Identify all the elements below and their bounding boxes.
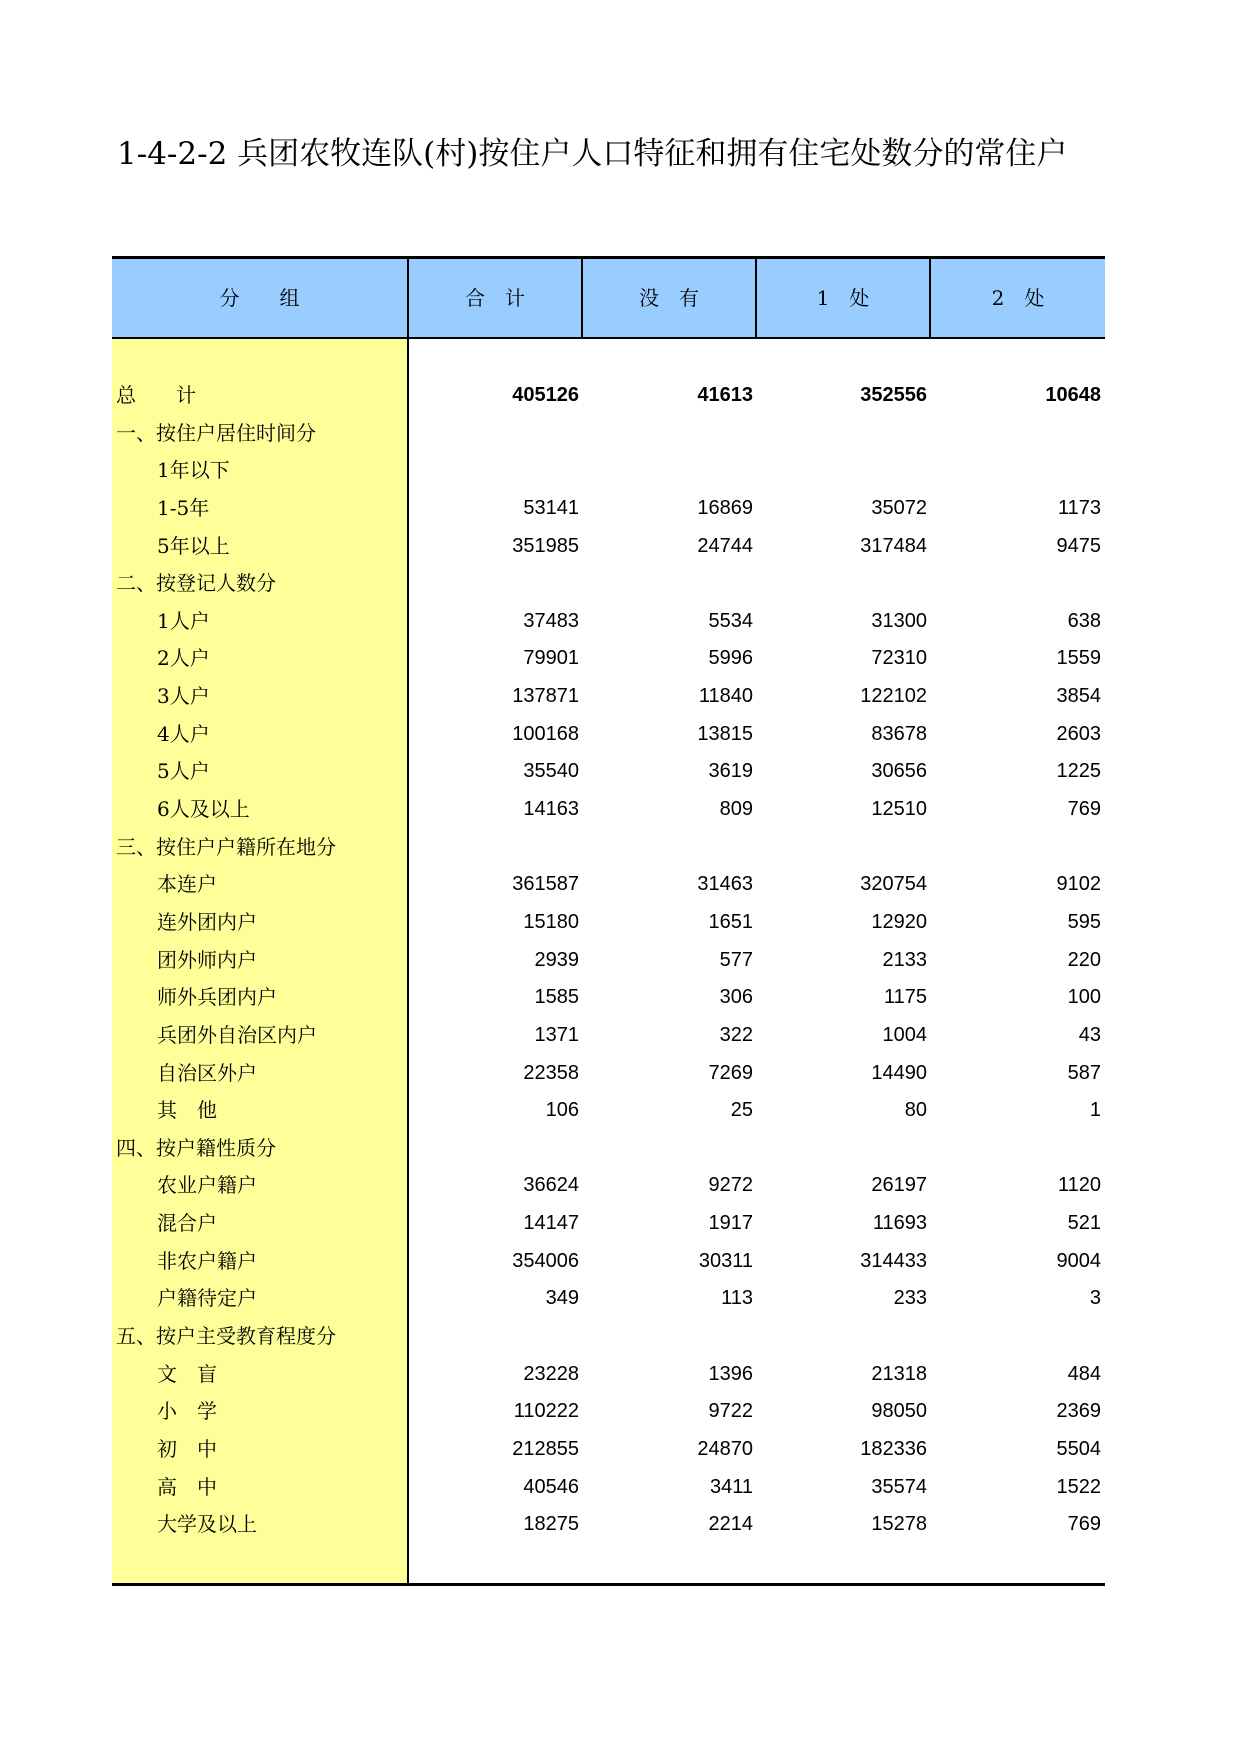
table-header [112,259,1105,339]
value-total [409,1318,579,1356]
table-row [112,1506,1105,1544]
row-label: 6人及以上 [157,797,250,822]
row-label: 二、按登记人数分 [116,571,276,596]
table-title: 1-4-2-2 兵团农牧连队(村)按住户人口特征和拥有住宅处数分的常住户 [117,136,1068,172]
row-label: 1-5年 [157,495,210,520]
row-label: 自治区外户 [157,1060,257,1085]
value-two [931,565,1101,603]
value-total: 351985 [512,534,579,557]
value-one [757,415,927,453]
row-label: 3人户 [157,684,210,709]
row-label: 混合户 [157,1211,217,1236]
value-two: 9004 [1056,1249,1101,1272]
value-two: 10648 [1045,384,1101,406]
header-two: 2 处 [991,286,1045,310]
table-row [112,866,1105,904]
value-two: 769 [1067,1513,1101,1536]
table-row [112,979,1105,1017]
value-none: 25 [730,1099,753,1122]
table-row [112,1055,1105,1093]
value-total: 15180 [523,910,579,933]
row-label: 三、按住户户籍所在地分 [116,834,336,859]
value-none: 9272 [708,1174,753,1197]
value-none: 5996 [708,647,753,670]
value-none: 13815 [697,722,753,745]
value-total: 405126 [512,384,579,406]
value-total: 2939 [534,948,579,971]
value-one: 12920 [871,910,927,933]
value-none: 577 [719,948,753,971]
row-label: 团外师内户 [157,947,257,972]
value-two: 3854 [1056,685,1101,708]
table-row [112,528,1105,566]
value-none: 1396 [708,1362,753,1385]
value-one: 317484 [860,534,927,557]
row-label: 户籍待定户 [157,1286,257,1311]
value-one: 1004 [882,1023,927,1046]
value-two: 1522 [1056,1475,1101,1498]
header-group: 分 组 [112,259,409,337]
value-one: 98050 [871,1400,927,1423]
value-one: 30656 [871,760,927,783]
row-label: 总 计 [116,383,196,407]
value-two: 1 [1089,1099,1101,1122]
table-row [112,1243,1105,1281]
row-label: 小 学 [157,1399,217,1424]
value-none: 113 [721,1287,753,1310]
header-none: 没 有 [583,259,757,337]
table-row [112,1356,1105,1394]
value-one: 2133 [882,948,927,971]
value-total: 14163 [523,798,579,821]
value-two [931,1130,1101,1168]
value-none: 24744 [697,534,753,557]
value-two: 5504 [1056,1437,1101,1460]
table-row [112,1280,1105,1318]
value-one: 1175 [883,986,927,1009]
value-one [757,1130,927,1168]
value-none: 16869 [697,496,753,519]
value-two: 2369 [1056,1400,1101,1423]
value-total [409,415,579,453]
value-two: 1173 [1057,496,1101,519]
header-total: 合 计 [409,259,583,337]
table-row [112,942,1105,980]
value-one: 21318 [871,1362,927,1385]
value-total [409,565,579,603]
value-none [583,1130,753,1168]
value-two: 1225 [1056,760,1101,783]
table-row [112,904,1105,942]
row-label: 非农户籍户 [157,1248,257,1273]
statistics-table [112,256,1105,1586]
value-two: 2603 [1056,722,1101,745]
value-total: 354006 [512,1249,579,1272]
value-two: 521 [1067,1212,1101,1235]
value-one: 233 [893,1287,927,1310]
value-two [931,415,1101,453]
table-row [112,1469,1105,1507]
value-one: 11693 [872,1212,927,1235]
value-none: 1917 [708,1212,753,1235]
value-one: 31300 [871,609,927,632]
table-row [112,1318,1105,1356]
table-row [112,678,1105,716]
value-total: 106 [545,1099,579,1122]
value-one: 352556 [860,384,927,406]
row-label: 1人户 [157,608,210,633]
value-none: 7269 [708,1061,753,1084]
table-body [112,377,1105,1544]
value-two: 587 [1067,1061,1101,1084]
table-row [112,1393,1105,1431]
row-label: 高 中 [157,1474,217,1499]
value-total: 137871 [512,685,579,708]
value-one: 182336 [860,1437,927,1460]
value-one: 35574 [871,1475,927,1498]
row-label: 师外兵团内户 [157,985,277,1010]
value-one [757,565,927,603]
value-two: 9475 [1056,534,1101,557]
value-two [931,452,1101,490]
table-row [112,452,1105,490]
row-label: 1年以下 [157,458,230,483]
value-none: 31463 [697,873,753,896]
value-two: 9102 [1056,873,1101,896]
table-row [112,490,1105,528]
value-two: 638 [1067,609,1101,632]
value-none: 24870 [697,1437,753,1460]
value-two [931,829,1101,867]
table-row [112,640,1105,678]
table-row [112,829,1105,867]
value-one: 14490 [871,1061,927,1084]
value-one [757,1318,927,1356]
table-row [112,1205,1105,1243]
row-label: 农业户籍户 [157,1173,257,1198]
table-row [112,415,1105,453]
value-total: 35540 [523,760,579,783]
value-two: 484 [1067,1362,1101,1385]
value-total: 100168 [512,722,579,745]
value-total: 349 [545,1287,579,1310]
value-total: 53141 [523,496,579,519]
value-two [931,1318,1101,1356]
value-two: 43 [1078,1023,1101,1046]
value-total: 110222 [513,1400,579,1423]
row-label: 四、按户籍性质分 [116,1135,276,1160]
value-two: 220 [1067,948,1101,971]
row-label: 4人户 [157,721,210,746]
row-label: 本连户 [157,872,217,897]
table-row [112,1167,1105,1205]
table-row [112,377,1105,415]
value-one: 80 [904,1099,927,1122]
row-label: 初 中 [157,1436,217,1461]
value-none: 2214 [708,1513,753,1536]
value-none: 306 [719,986,753,1009]
row-label: 文 盲 [157,1361,217,1386]
value-one: 314433 [860,1249,927,1272]
value-one: 72310 [871,647,927,670]
table-row [112,1017,1105,1055]
value-one: 26197 [871,1174,927,1197]
value-none: 1651 [708,910,753,933]
row-label: 2人户 [157,646,210,671]
value-one: 15278 [871,1513,927,1536]
value-total [409,829,579,867]
row-label: 其 他 [157,1098,217,1123]
value-none: 30311 [698,1249,753,1272]
value-total [409,1130,579,1168]
value-one [757,829,927,867]
value-total [409,452,579,490]
value-none: 3411 [709,1475,753,1498]
value-one: 12510 [871,798,927,821]
value-total: 23228 [523,1362,579,1385]
value-none [583,565,753,603]
value-two: 3 [1089,1287,1101,1310]
value-two: 595 [1067,910,1101,933]
table-row [112,565,1105,603]
value-none [583,829,753,867]
table-row [112,1431,1105,1469]
table-row [112,753,1105,791]
row-label: 5人户 [157,759,210,784]
value-none: 3619 [708,760,753,783]
value-one: 320754 [860,873,927,896]
value-one: 83678 [871,722,927,745]
value-total: 212855 [512,1437,579,1460]
value-none: 322 [719,1023,753,1046]
value-total: 36624 [523,1174,579,1197]
value-none [583,415,753,453]
value-none: 11840 [698,685,753,708]
value-two: 769 [1067,798,1101,821]
value-none: 41613 [697,384,753,406]
value-total: 18275 [523,1513,579,1536]
row-label: 连外团内户 [157,909,257,934]
value-one: 122102 [860,685,927,708]
table-row [112,716,1105,754]
value-total: 79901 [523,647,579,670]
row-label: 一、按住户居住时间分 [116,420,316,445]
table-row [112,791,1105,829]
value-total: 361587 [512,873,579,896]
value-none [583,1318,753,1356]
value-none [583,452,753,490]
header-one: 1 处 [757,259,931,337]
row-label: 大学及以上 [157,1512,257,1537]
value-none: 5534 [708,609,753,632]
row-label: 兵团外自治区内户 [157,1022,317,1047]
table-row [112,1092,1105,1130]
value-none: 809 [719,798,753,821]
value-one: 35072 [871,496,927,519]
value-two: 1120 [1057,1174,1101,1197]
row-label: 五、按户主受教育程度分 [116,1324,336,1349]
table-row [112,603,1105,641]
value-total: 22358 [523,1061,579,1084]
value-total: 37483 [523,609,579,632]
value-two: 100 [1067,986,1101,1009]
value-one [757,452,927,490]
value-total: 14147 [523,1212,579,1235]
table-row [112,1130,1105,1168]
value-none: 9722 [708,1400,753,1423]
row-label: 5年以上 [157,533,230,558]
value-two: 1559 [1056,647,1101,670]
value-total: 40546 [523,1475,579,1498]
value-total: 1585 [534,986,579,1009]
value-total: 1371 [534,1023,579,1046]
